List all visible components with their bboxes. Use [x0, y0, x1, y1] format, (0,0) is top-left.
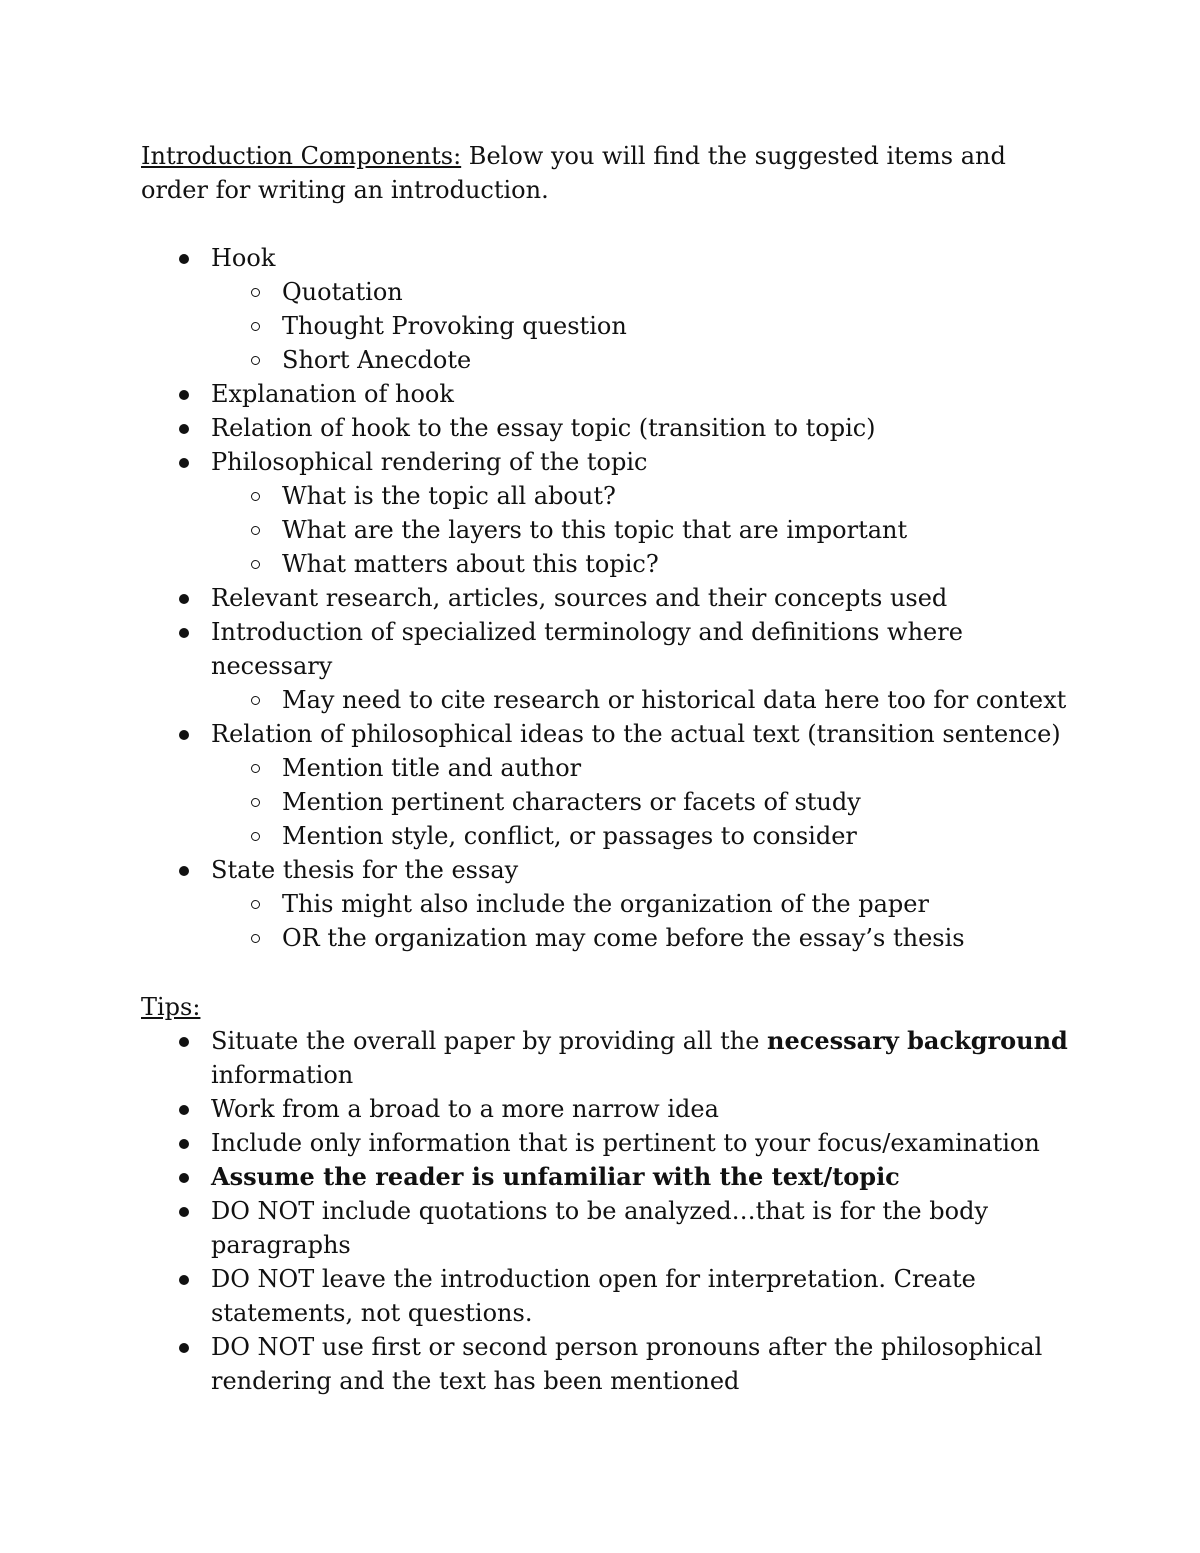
bullet-icon: [179, 730, 189, 740]
tip-item: DO NOT use first or second person pronouns after the philosophical rendering and the text has been mentioned: [141, 1330, 1081, 1398]
bullet-icon: [179, 390, 189, 400]
tip-item: DO NOT include quotations to be analyzed…that is for the body paragraphs: [141, 1194, 1081, 1262]
list-item: Relation of philosophical ideas to the actual text (transition sentence): [141, 717, 1081, 751]
bullet-icon: [179, 458, 189, 468]
hollow-bullet-icon: [251, 526, 260, 535]
hollow-bullet-icon: [251, 900, 260, 909]
hollow-bullet-icon: [251, 288, 260, 297]
bullet-icon: [179, 254, 189, 264]
bullet-icon: [179, 1275, 189, 1285]
list-item: Introduction of specialized terminology and definitions where necessary: [141, 615, 1081, 683]
tip-item: Work from a broad to a more narrow idea: [141, 1092, 1081, 1126]
tips-list: [141, 1024, 1081, 1398]
list-item: Hook: [141, 241, 1081, 275]
sub-list-item: What are the layers to this topic that are important: [141, 513, 1081, 547]
sub-list-item: Mention style, conflict, or passages to consider: [141, 819, 1081, 853]
sub-list-item: Mention pertinent characters or facets of study: [141, 785, 1081, 819]
hollow-bullet-icon: [251, 560, 260, 569]
tip-item: Assume the reader is unfamiliar with the text/topic: [141, 1160, 1081, 1194]
bullet-icon: [179, 1343, 189, 1353]
intro-heading: Introduction Components:: [141, 142, 462, 170]
tip-item: Include only information that is pertinent to your focus/examination: [141, 1126, 1081, 1160]
hollow-bullet-icon: [251, 832, 260, 841]
sub-list-item: What matters about this topic?: [141, 547, 1081, 581]
bullet-icon: [179, 424, 189, 434]
bullet-icon: [179, 1207, 189, 1217]
list-item: Philosophical rendering of the topic: [141, 445, 1081, 479]
bullet-icon: [179, 1139, 189, 1149]
list-item: Relevant research, articles, sources and their concepts used: [141, 581, 1081, 615]
hollow-bullet-icon: [251, 492, 260, 501]
sub-list-item: This might also include the organization of the paper: [141, 887, 1081, 921]
sub-list-item: Quotation: [141, 275, 1081, 309]
bullet-icon: [179, 1037, 189, 1047]
bullet-icon: [179, 1105, 189, 1115]
list-item: State thesis for the essay: [141, 853, 1081, 887]
components-list: [141, 241, 1081, 955]
hollow-bullet-icon: [251, 934, 260, 943]
hollow-bullet-icon: [251, 356, 260, 365]
bullet-icon: [179, 628, 189, 638]
tips-heading: Tips:: [141, 993, 201, 1021]
sub-list-item: Short Anecdote: [141, 343, 1081, 377]
sub-list-item: May need to cite research or historical data here too for context: [141, 683, 1081, 717]
tip-item: DO NOT leave the introduction open for interpretation. Create statements, not questions.: [141, 1262, 1081, 1330]
intro-text: Below you will find the suggested items and order for writing an introduction.: [141, 142, 1006, 204]
list-item: Explanation of hook: [141, 377, 1081, 411]
sub-list-item: What is the topic all about?: [141, 479, 1081, 513]
sub-list-item: Mention title and author: [141, 751, 1081, 785]
bullet-icon: [179, 594, 189, 604]
bullet-icon: [179, 866, 189, 876]
list-item: Relation of hook to the essay topic (transition to topic): [141, 411, 1081, 445]
hollow-bullet-icon: [251, 764, 260, 773]
bullet-icon: [179, 1173, 189, 1183]
intro-paragraph: [141, 139, 1071, 207]
sub-list-item: OR the organization may come before the essay’s thesis: [141, 921, 1081, 955]
sub-list-item: Thought Provoking question: [141, 309, 1081, 343]
tip-item: Situate the overall paper by providing all the necessary background information: [141, 1024, 1081, 1092]
hollow-bullet-icon: [251, 322, 260, 331]
hollow-bullet-icon: [251, 696, 260, 705]
hollow-bullet-icon: [251, 798, 260, 807]
